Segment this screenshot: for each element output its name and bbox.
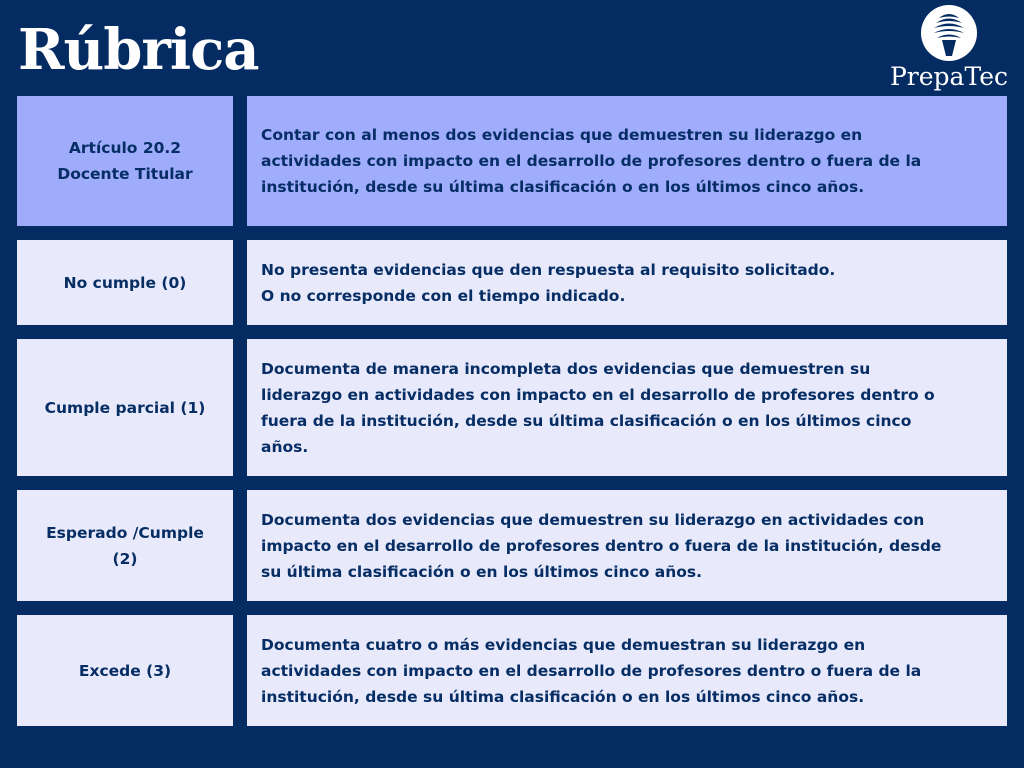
prepatec-logo [886,4,1012,94]
level-cell [17,615,233,726]
level-label: Excede (3) [78,661,172,680]
logo-wordmark: PrepaTec [889,62,1008,91]
description-cell [247,490,1007,601]
rubric-row-2 [17,490,1007,601]
level-description: No presenta evidencias que den respuesta al requisito solicitado. O no corresponde con el tiempo indicado. [261,260,836,305]
description-cell [247,615,1007,726]
level-cell [17,240,233,325]
rubric-row-1 [17,339,1007,476]
level-cell [17,339,233,476]
level-description: Documenta cuatro o más evidencias que demuestran su liderazgo en actividades con impacto en el desarrollo de profesores dentro o fuera de la institución, desde su última clasificación o en los últimos cinco años. [261,635,922,706]
level-label: Esperado /Cumple (2) [46,523,204,568]
requirement-text: Contar con al menos dos evidencias que demuestren su liderazgo en actividades con impacto en el desarrollo de profesores dentro o fuera de la institución, desde su última clasificación o en los últimos cinco años. [261,126,922,196]
rubric-row-0 [17,240,1007,325]
page-title: Rúbrica [18,17,259,83]
level-label: Cumple parcial (1) [44,398,206,417]
article-label: Artículo 20.2 Docente Titular [57,139,193,183]
description-cell [247,339,1007,476]
level-description: Documenta dos evidencias que demuestren su liderazgo en actividades con impacto en el desarrollo de profesores dentro o fuera de la institución, desde su última clasificación o en los últimos cinco años. [261,510,942,581]
level-label: No cumple (0) [63,273,187,292]
level-cell [17,490,233,601]
torch-emblem-icon [920,4,978,62]
level-description: Documenta de manera incompleta dos evidencias que demuestren su liderazgo en actividades con impacto en el desarrollo de profesores dentro o fuera de la institución, desde su última clasificación o en los últimos cinco años. [261,359,935,456]
description-cell [247,240,1007,325]
article-cell [17,96,233,226]
requirement-cell [247,96,1007,226]
rubric-row-3 [17,615,1007,726]
rubric-header-row [17,96,1007,226]
